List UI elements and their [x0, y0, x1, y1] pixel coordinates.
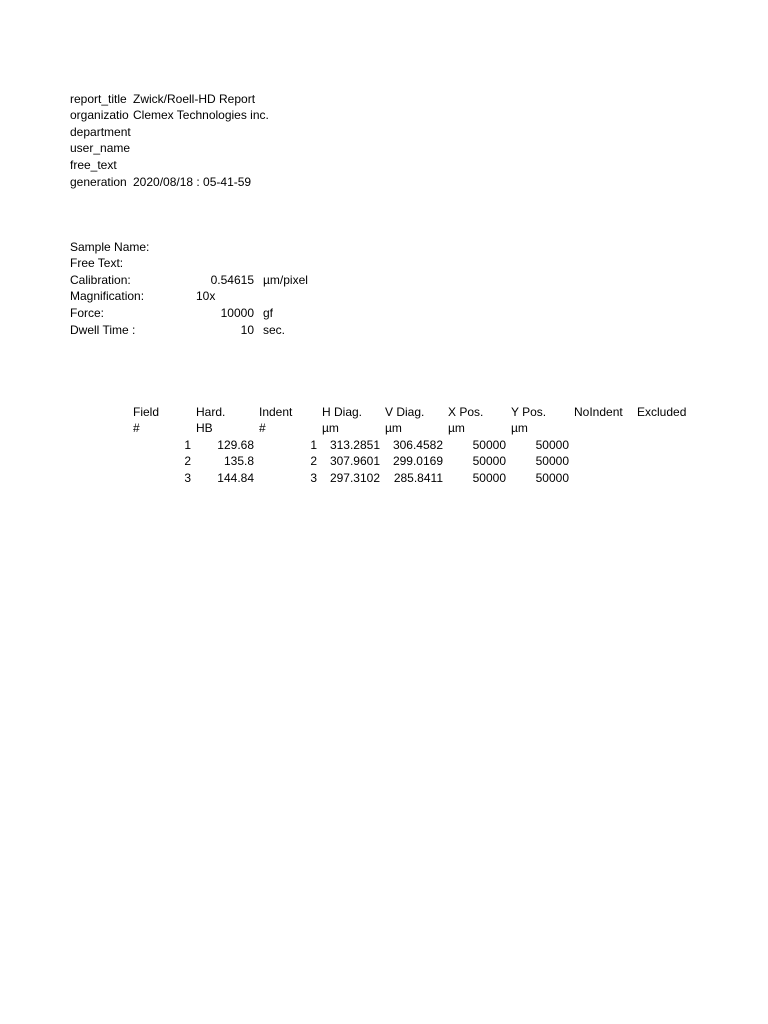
generation-key: generation	[70, 175, 127, 189]
report-title-key: report_title	[70, 92, 127, 106]
cell-h-diag: 297.3102	[329, 471, 380, 485]
user-name-key: user_name	[70, 141, 131, 155]
magnification-value: 10x	[196, 289, 216, 303]
cell-y-pos: 50000	[535, 471, 569, 485]
calibration-unit: µm/pixel	[263, 273, 308, 287]
col-header-indent: Indent	[259, 405, 293, 419]
cell-indent: 1	[310, 438, 317, 452]
col-header-hardness: Hard.	[196, 405, 226, 419]
calibration-label: Calibration:	[70, 273, 131, 287]
col-unit-y-pos: µm	[511, 421, 528, 435]
col-unit-indent: #	[259, 421, 266, 435]
col-header-x-pos: X Pos.	[448, 405, 484, 419]
cell-hardness: 144.84	[217, 471, 254, 485]
organization-key: organizatio	[70, 108, 129, 122]
cell-indent: 2	[310, 454, 317, 468]
cell-x-pos: 50000	[472, 471, 506, 485]
cell-y-pos: 50000	[535, 454, 569, 468]
cell-field: 3	[184, 471, 191, 485]
cell-x-pos: 50000	[472, 454, 506, 468]
force-label: Force:	[70, 306, 105, 320]
dwell-time-label: Dwell Time :	[70, 323, 136, 337]
col-unit-field: #	[133, 421, 140, 435]
col-header-y-pos: Y Pos.	[511, 405, 547, 419]
force-value: 10000	[220, 306, 254, 320]
col-header-excluded: Excluded	[637, 405, 687, 419]
free-text-key: free_text	[70, 158, 117, 172]
cell-v-diag: 285.8411	[393, 471, 443, 485]
col-header-v-diag: V Diag.	[385, 405, 425, 419]
col-header-noindent: NoIndent	[574, 405, 623, 419]
sample-name-label: Sample Name:	[70, 240, 150, 254]
cell-y-pos: 50000	[535, 438, 569, 452]
cell-field: 2	[184, 454, 191, 468]
col-unit-hardness: HB	[196, 421, 213, 435]
calibration-value: 0.54615	[210, 273, 254, 287]
col-unit-h-diag: µm	[322, 421, 339, 435]
dwell-time-unit: sec.	[263, 323, 286, 337]
cell-v-diag: 306.4582	[392, 438, 443, 452]
cell-v-diag: 299.0169	[392, 454, 443, 468]
report-title-value: Zwick/Roell-HD Report	[133, 92, 256, 106]
sample-free-text-label: Free Text:	[70, 256, 124, 270]
col-header-field: Field	[133, 405, 160, 419]
col-unit-v-diag: µm	[385, 421, 402, 435]
dwell-time-value: 10	[240, 323, 254, 337]
cell-hardness: 135.8	[223, 454, 254, 468]
magnification-label: Magnification:	[70, 289, 145, 303]
cell-hardness: 129.68	[217, 438, 254, 452]
col-header-h-diag: H Diag.	[322, 405, 363, 419]
organization-value: Clemex Technologies inc.	[133, 108, 269, 122]
force-unit: gf	[263, 306, 274, 320]
col-unit-x-pos: µm	[448, 421, 465, 435]
generation-value: 2020/08/18 : 05-41-59	[133, 175, 252, 189]
cell-h-diag: 313.2851	[329, 438, 380, 452]
department-key: department	[70, 125, 131, 139]
cell-indent: 3	[310, 471, 317, 485]
cell-h-diag: 307.9601	[329, 454, 380, 468]
cell-field: 1	[184, 438, 191, 452]
cell-x-pos: 50000	[472, 438, 506, 452]
